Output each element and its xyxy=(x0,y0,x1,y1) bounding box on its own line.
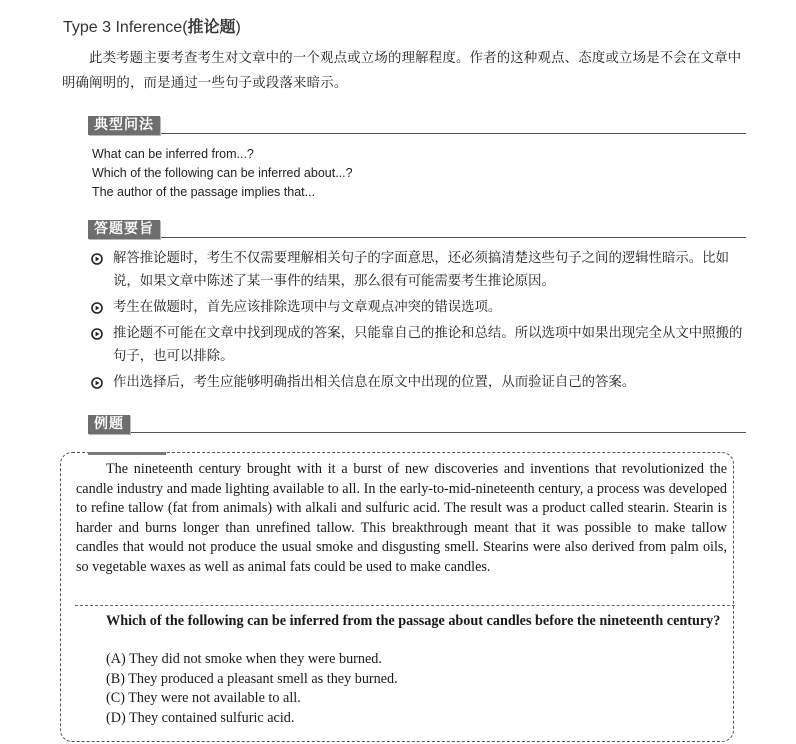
answer-option: (B) They produced a pleasant smell as they burned. xyxy=(106,670,398,687)
tip-item xyxy=(91,371,751,394)
section-tag-typical: 典型问法 xyxy=(88,116,160,135)
example-divider xyxy=(75,605,735,606)
title-chinese: 推论题 xyxy=(187,19,236,36)
circle-play-icon xyxy=(91,328,103,340)
section-tag-tips: 答题要旨 xyxy=(88,220,160,239)
circle-play-icon xyxy=(91,253,103,265)
section-header-example xyxy=(88,415,746,435)
section-tag-example: 例题 xyxy=(88,415,130,434)
example-passage: The nineteenth century brought with it a burst of new discoveries and inventions that revolutionized the candle industry and made lighting available to all. In the early-to-mid-nineteenth century, a process was developed to refine tallow (fat from animals) with alkali and sulfuric acid. The result was a product called stearin. Stearin is harder and burns longer than unrefined tallow. This breakthrough meant that it was possible to make tallow candles that would not produce the usual smoke and disgusting smell. Stearins were also derived from palm oils, so vegetable waxes as well as animal fats could be used to make candles. xyxy=(76,461,727,575)
typical-question: Which of the following can be inferred about...? xyxy=(92,166,353,180)
answer-options xyxy=(106,650,398,728)
tip-text: 推论题不可能在文章中找到现成的答案，只能靠自己的推论和总结。所以选项中如果出现完全从文中照搬的句子，也可以排除。 xyxy=(113,326,743,364)
example-box-accent xyxy=(88,452,166,455)
section-header-typical xyxy=(88,116,746,136)
title-paren-close: ) xyxy=(235,19,241,36)
tip-item xyxy=(91,296,751,319)
tips-list xyxy=(91,247,751,397)
tip-text: 考生在做题时，首先应该排除选项中与文章观点冲突的错误选项。 xyxy=(113,300,502,315)
section-rule xyxy=(88,237,746,238)
typical-question: What can be inferred from...? xyxy=(92,147,254,161)
tip-item xyxy=(91,247,751,293)
typical-questions-list xyxy=(92,145,353,202)
title-paren-open: ( xyxy=(182,19,188,36)
title-prefix: Type 3 Inference xyxy=(63,19,183,36)
section-header-tips xyxy=(88,220,746,240)
tip-item xyxy=(91,322,751,368)
tip-text: 作出选择后，考生应能够明确指出相关信息在原文中出现的位置，从而验证自己的答案。 xyxy=(113,375,636,390)
section-rule xyxy=(88,432,746,433)
answer-option: (A) They did not smoke when they were burned. xyxy=(106,651,382,667)
tip-text: 解答推论题时，考生不仅需要理解相关句子的字面意思，还必须搞清楚这些句子之间的逻辑性暗示。比如说，如果文章中陈述了某一事件的结果，那么很有可能需要考生推论原因。 xyxy=(113,251,729,289)
example-question: Which of the following can be inferred from the passage about candles before the nineteenth century? xyxy=(106,613,721,629)
circle-play-icon xyxy=(91,302,103,314)
intro-paragraph: 此类考题主要考查考生对文章中的一个观点或立场的理解程度。作者的这种观点、态度或立场是不会在文章中明确阐明的，而是通过一些句子或段落来暗示。 xyxy=(62,51,742,91)
answer-option: (C) They were not available to all. xyxy=(106,690,301,706)
section-rule xyxy=(88,133,746,134)
circle-play-icon xyxy=(91,377,103,389)
answer-option: (D) They contained sulfuric acid. xyxy=(106,709,295,726)
typical-question: The author of the passage implies that... xyxy=(92,185,316,199)
page-title xyxy=(63,14,241,37)
